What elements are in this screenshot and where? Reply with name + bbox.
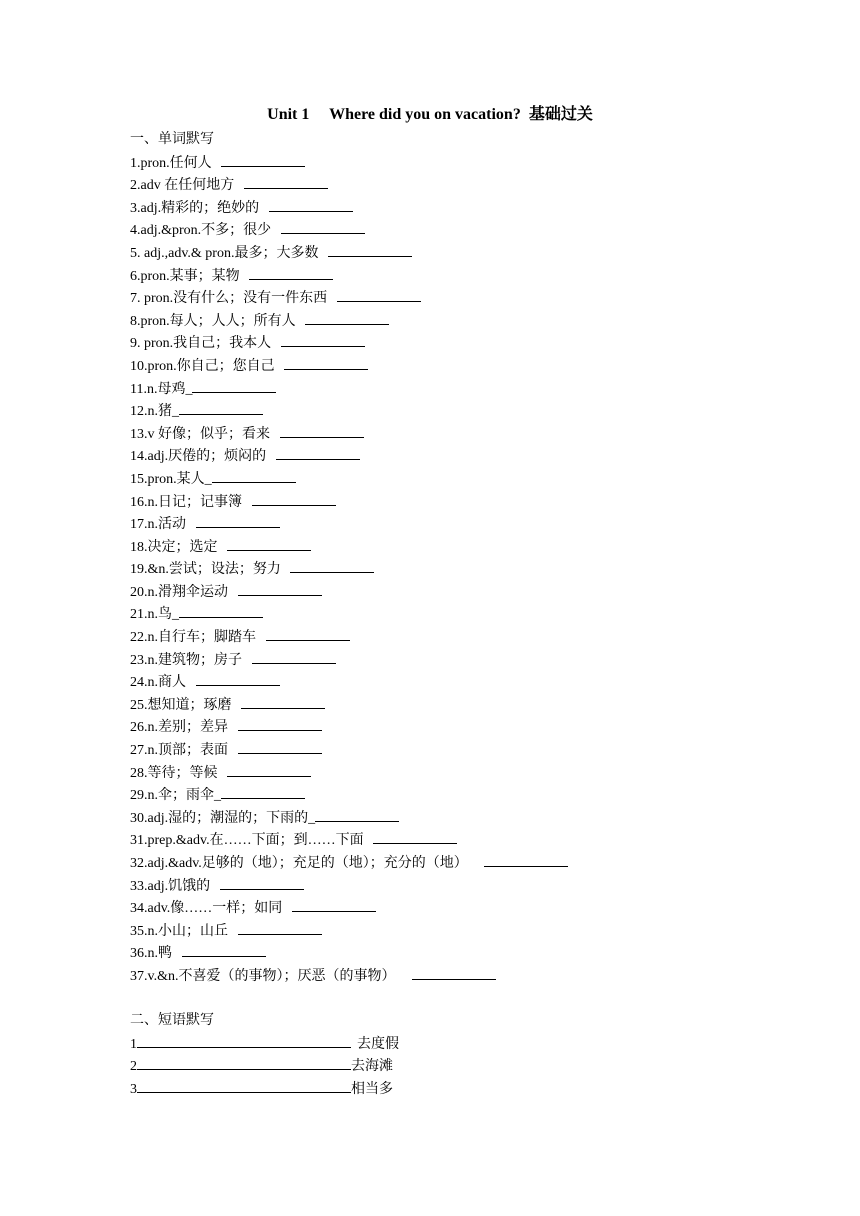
vocabulary-prompt: 29.n.伞；雨伞_ [130, 788, 221, 804]
phrase-number: 3 [130, 1081, 137, 1097]
vocabulary-item [130, 423, 810, 446]
vocabulary-item [130, 739, 810, 762]
answer-blank[interactable] [238, 716, 322, 731]
phrase-number: 1 [130, 1036, 137, 1052]
answer-blank[interactable] [238, 581, 322, 596]
phrase-item [130, 1078, 810, 1101]
answer-blank[interactable] [252, 649, 336, 664]
vocabulary-prompt: 13.v 好像；似乎；看来 [130, 426, 274, 442]
vocabulary-list [130, 152, 810, 988]
answer-blank[interactable] [328, 242, 412, 257]
answer-blank[interactable] [252, 491, 336, 506]
answer-blank[interactable] [337, 287, 421, 302]
vocabulary-prompt: 33.adj.饥饿的 [130, 878, 214, 894]
vocabulary-item [130, 378, 810, 401]
phrase-item [130, 1033, 810, 1056]
answer-blank[interactable] [281, 332, 365, 347]
vocabulary-item [130, 875, 810, 898]
section-heading-vocabulary: 一、单词默写 [130, 132, 214, 147]
vocabulary-item [130, 287, 810, 310]
vocabulary-prompt: 10.pron.你自己；您自己 [130, 358, 279, 374]
vocabulary-item [130, 920, 810, 943]
vocabulary-prompt: 16.n.日记；记事簿 [130, 494, 246, 510]
phrase-answer-blank[interactable] [137, 1078, 351, 1093]
phrase-item [130, 1055, 810, 1078]
answer-blank[interactable] [412, 965, 496, 980]
vocabulary-prompt: 9. pron.我自己；我本人 [130, 336, 275, 352]
vocabulary-item [130, 626, 810, 649]
vocabulary-item [130, 807, 810, 830]
vocabulary-item [130, 513, 810, 536]
vocabulary-prompt: 15.pron.某人_ [130, 471, 212, 487]
vocabulary-prompt: 19.&n.尝试；设法；努力 [130, 562, 285, 578]
vocabulary-prompt: 37.v.&n.不喜爱（的事物）；厌恶（的事物） [130, 968, 406, 984]
vocabulary-prompt: 17.n.活动 [130, 517, 190, 533]
answer-blank[interactable] [315, 807, 399, 822]
vocabulary-item [130, 694, 810, 717]
answer-blank[interactable] [284, 355, 368, 370]
phrase-answer-blank[interactable] [137, 1055, 351, 1070]
answer-blank[interactable] [241, 694, 325, 709]
vocabulary-item [130, 468, 810, 491]
vocabulary-prompt: 30.adj.湿的；潮湿的；下雨的_ [130, 810, 316, 826]
vocabulary-prompt: 32.adj.&adv.足够的（地）；充足的（地）；充分的（地） [130, 856, 479, 871]
vocabulary-item [130, 400, 810, 423]
answer-blank[interactable] [281, 219, 365, 234]
vocabulary-prompt: 28.等待；等候 [130, 765, 221, 781]
answer-blank[interactable] [292, 897, 376, 912]
answer-blank[interactable] [276, 445, 360, 460]
answer-blank[interactable] [269, 197, 353, 212]
answer-blank[interactable] [196, 513, 280, 528]
vocabulary-prompt: 34.adv.像……一样；如同 [130, 901, 286, 917]
vocabulary-prompt: 23.n.建筑物；房子 [130, 652, 246, 668]
phrase-list [130, 1033, 810, 1101]
vocabulary-item [130, 219, 810, 242]
vocabulary-prompt: 7. pron.没有什么；没有一件东西 [130, 291, 331, 307]
vocabulary-prompt: 36.n.鸭 [130, 946, 176, 962]
answer-blank[interactable] [249, 265, 333, 280]
vocabulary-item [130, 784, 810, 807]
phrase-meaning: 去度假 [357, 1036, 399, 1052]
vocabulary-item [130, 603, 810, 626]
vocabulary-prompt: 5. adj.,adv.& pron.最多；大多数 [130, 245, 322, 261]
vocabulary-prompt: 35.n.小山；山丘 [130, 923, 232, 939]
phrase-meaning: 去海滩 [351, 1059, 393, 1075]
vocabulary-prompt: 21.n.鸟_ [130, 607, 179, 623]
answer-blank[interactable] [244, 174, 328, 189]
vocabulary-item [130, 265, 810, 288]
vocabulary-item [130, 649, 810, 672]
vocabulary-prompt: 18.决定；选定 [130, 539, 221, 555]
vocabulary-item [130, 152, 810, 175]
vocabulary-prompt: 4.adj.&pron.不多；很少 [130, 223, 275, 239]
vocabulary-prompt: 24.n.商人 [130, 675, 190, 691]
vocabulary-prompt: 14.adj.厌倦的；烦闷的 [130, 449, 270, 465]
vocabulary-item [130, 942, 810, 965]
phrase-meaning: 相当多 [351, 1081, 393, 1097]
vocabulary-prompt: 25.想知道；琢磨 [130, 697, 235, 713]
phrase-number: 2 [130, 1059, 137, 1075]
answer-blank[interactable] [266, 626, 350, 641]
vocabulary-prompt: 3.adj.精彩的；绝妙的 [130, 200, 263, 216]
vocabulary-item [130, 762, 810, 785]
answer-blank[interactable] [179, 603, 263, 618]
answer-blank[interactable] [238, 920, 322, 935]
answer-blank[interactable] [220, 875, 304, 890]
vocabulary-prompt: 20.n.滑翔伞运动 [130, 584, 232, 600]
answer-blank[interactable] [221, 784, 305, 799]
vocabulary-item [130, 965, 810, 988]
vocabulary-item [130, 536, 810, 559]
vocabulary-item [130, 581, 810, 604]
vocabulary-item [130, 671, 810, 694]
vocabulary-prompt: 6.pron.某事；某物 [130, 268, 244, 284]
vocabulary-item [130, 332, 810, 355]
vocabulary-item [130, 897, 810, 920]
vocabulary-prompt: 31.prep.&adv.在……下面；到……下面 [130, 833, 368, 849]
answer-blank[interactable] [305, 310, 389, 325]
vocabulary-item [130, 197, 810, 220]
answer-blank[interactable] [280, 423, 364, 438]
vocabulary-item [130, 174, 810, 197]
vocabulary-prompt: 8.pron.每人；人人；所有人 [130, 313, 300, 329]
answer-blank[interactable] [221, 152, 305, 167]
vocabulary-prompt: 22.n.自行车；脚踏车 [130, 630, 260, 646]
answer-blank[interactable] [182, 942, 266, 957]
vocabulary-item [130, 852, 810, 875]
vocabulary-item [130, 242, 810, 265]
vocabulary-prompt: 11.n.母鸡_ [130, 381, 193, 397]
vocabulary-item [130, 355, 810, 378]
answer-blank[interactable] [192, 378, 276, 393]
page-title: Unit 1 Where did you on vacation? 基础过关 [267, 106, 593, 123]
answer-blank[interactable] [484, 852, 568, 867]
vocabulary-item [130, 716, 810, 739]
answer-blank[interactable] [227, 536, 311, 551]
answer-blank[interactable] [238, 739, 322, 754]
vocabulary-prompt: 12.n.猪_ [130, 404, 179, 420]
answer-blank[interactable] [290, 558, 374, 573]
answer-blank[interactable] [196, 671, 280, 686]
section-spacer [130, 988, 810, 1011]
worksheet-content [130, 129, 810, 1101]
vocabulary-prompt: 1.pron.任何人 [130, 155, 216, 171]
answer-blank[interactable] [373, 829, 457, 844]
vocabulary-prompt: 27.n.顶部；表面 [130, 743, 232, 759]
vocabulary-item [130, 310, 810, 333]
vocabulary-prompt: 2.adv 在任何地方 [130, 178, 238, 194]
section-heading-phrases: 二、短语默写 [130, 1013, 214, 1029]
vocabulary-item [130, 829, 810, 852]
phrase-answer-blank[interactable] [137, 1033, 351, 1048]
vocabulary-prompt: 26.n.差别；差异 [130, 720, 232, 736]
answer-blank[interactable] [212, 468, 296, 483]
answer-blank[interactable] [179, 400, 263, 415]
vocabulary-item [130, 558, 810, 581]
answer-blank[interactable] [227, 762, 311, 777]
vocabulary-item [130, 491, 810, 514]
vocabulary-item [130, 445, 810, 468]
